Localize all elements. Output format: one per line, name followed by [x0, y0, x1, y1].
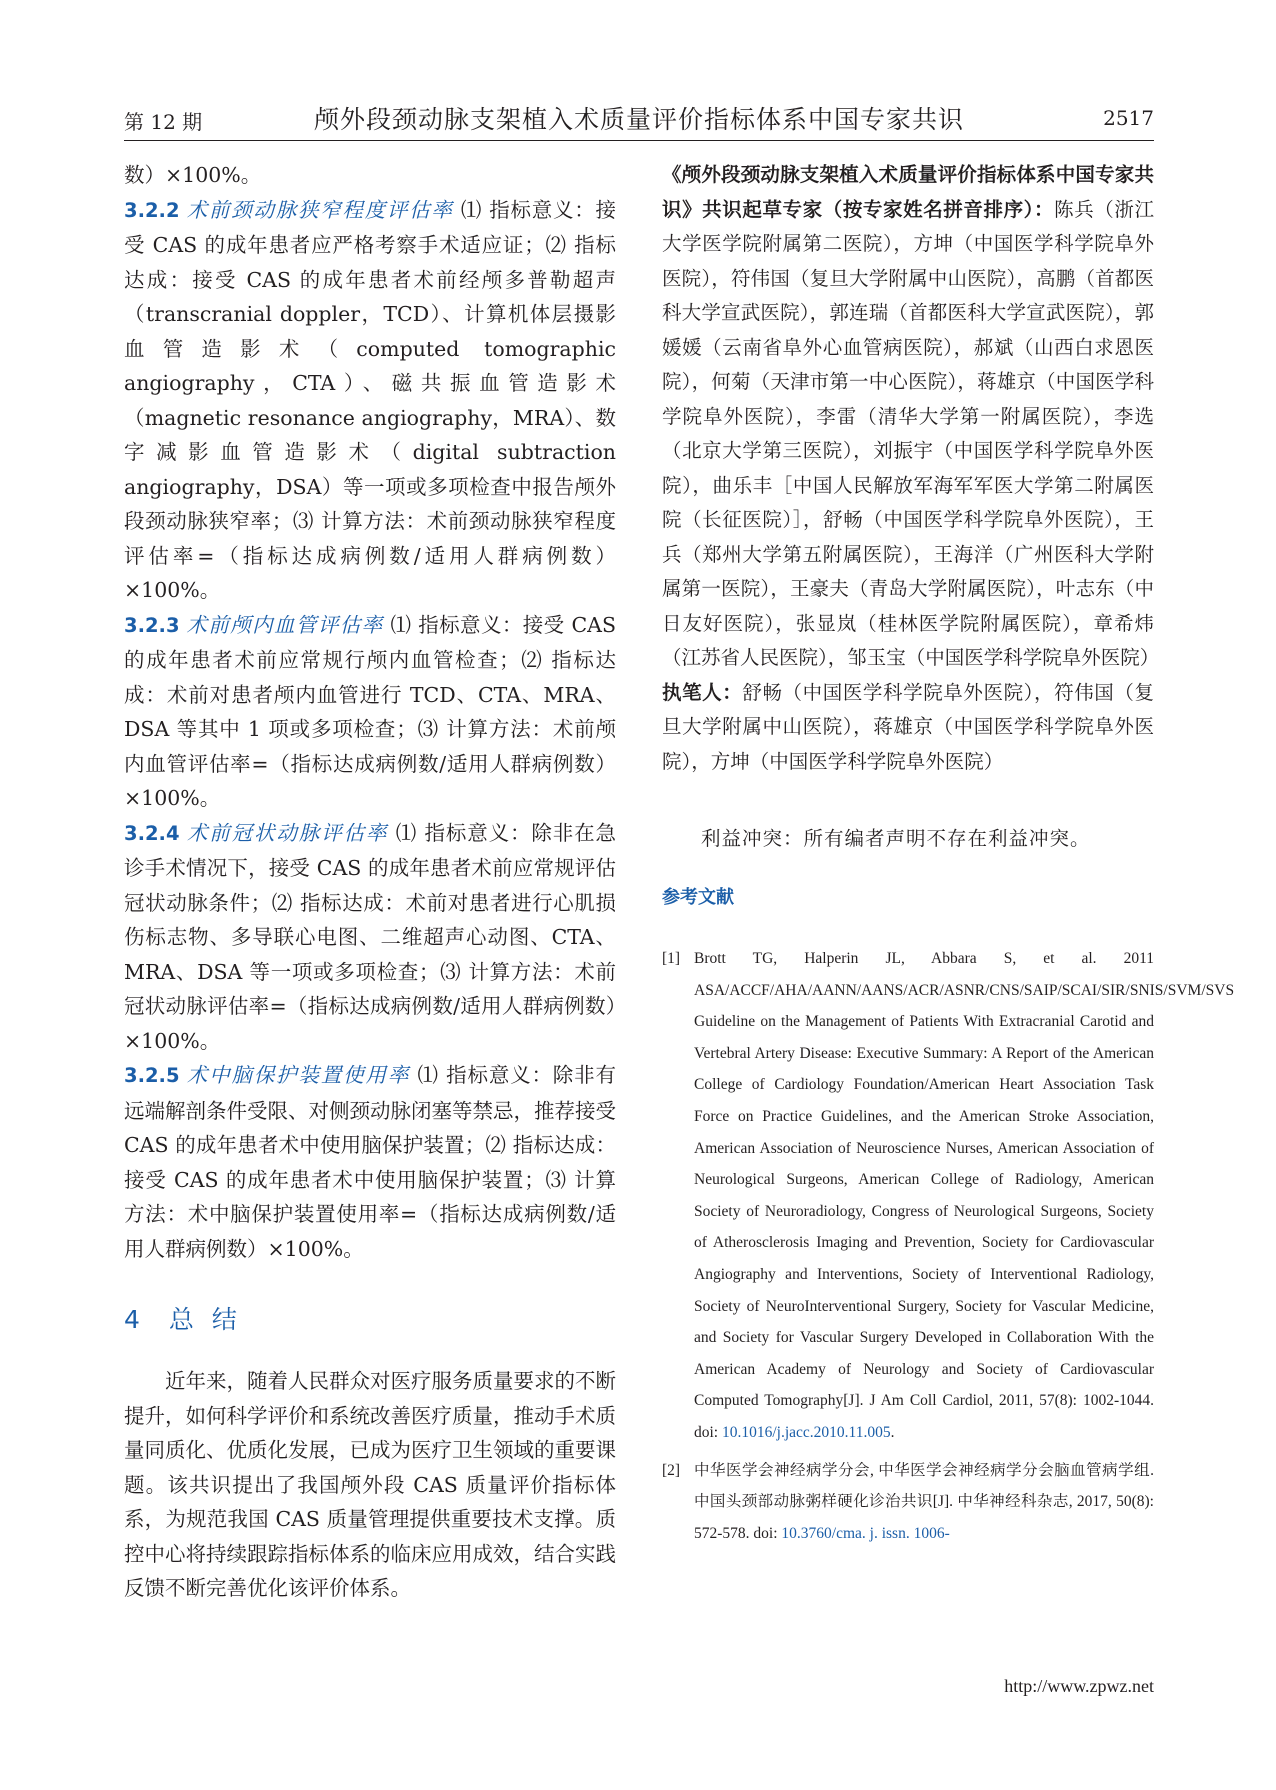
section-3-2-4	[124, 816, 616, 1059]
section-title: 术前冠状动脉评估率	[186, 820, 389, 845]
reference-text: 中华医学会神经病学分会, 中华医学会神经病学分会脑血管病学组. 中国头颈部动脉粥样硬化诊治共识[J]. 中华神经科杂志, 2017, 50(8): 572-578. doi:	[694, 1461, 1154, 1542]
experts-label: 《颅外段颈动脉支架植入术质量评价指标体系中国专家共识》共识起草专家（按专家姓名拼音排序）：	[662, 163, 1154, 221]
page-number: 2517	[1103, 106, 1154, 130]
conflict-of-interest: 利益冲突：所有编者声明不存在利益冲突。	[701, 827, 1091, 850]
section-number: 4	[124, 1305, 141, 1334]
section-text: ⑴ 指标意义：除非在急诊手术情况下，接受 CAS 的成年患者术前应常规评估冠状动脉条件；⑵ 指标达成：术前对患者进行心肌损伤标志物、多导联心电图、二维超声心动图、CTA、MRA、DSA 等一项或多项检查；⑶ 计算方法：术前冠状动脉评估率=（指标达成病例数/适用人群病例数）×100%。	[124, 820, 616, 1053]
reference-doi-link[interactable]: 10.3760/cma. j. issn. 1006-	[781, 1524, 950, 1542]
header-rule	[124, 140, 1154, 141]
section-number: 3.2.3	[124, 613, 180, 637]
reference-item	[662, 1455, 1154, 1550]
section-4-heading	[124, 1300, 616, 1336]
section-3-2-2	[124, 193, 616, 608]
reference-doi-link[interactable]: 10.1016/j.jacc.2010.11.005	[722, 1423, 891, 1441]
reference-number: [2]	[662, 1461, 681, 1479]
reference-text: Brott TG, Halperin JL, Abbara S, et al. 2011 ASA/ACCF/AHA/AANN/AANS/ACR/ASNR/CNS/SAIP/SCAI/SIR/SNIS/SVM/SVS Guideline on the Management of Patients With Extracranial Carotid and Vertebral Artery Disease: Executive Summary: A Report of the American College of Cardiology Foundation/American Heart Association Task Force on Practice Guidelines, and the American Stroke Association, American Association of Neuroscience Nurses, American Association of Neurological Surgeons, American College of Radiology, American Society of Neuroradiology, Congress of Neurological Surgeons, Society of Atherosclerosis Imaging and Prevention, Society for Cardiovascular Angiography and Interventions, Society of Interventional Radiology, Society of NeuroInterventional Surgery, Society for Vascular Medicine, and Society for Vascular Surgery Developed in Collaboration With the American Academy of Neurology and Society of Cardiovascular Computed Tomography[J]. J Am Coll Cardiol, 2011, 57(8): 1002-1044. doi:	[694, 950, 1235, 1441]
section-3-2-5	[124, 1058, 616, 1266]
references-heading: 参考文献	[662, 887, 734, 908]
section-text: ⑴ 指标意义：接受 CAS 的成年患者术前应常规行颅内血管检查；⑵ 指标达成：术前对患者颅内血管进行 TCD、CTA、MRA、DSA 等其中 1 项或多项检查；⑶ 计算方法：术前颅内血管评估率=（指标达成病例数/适用人群病例数）×100%。	[124, 612, 616, 810]
section-text: ⑴ 指标意义：除非有远端解剖条件受限、对侧颈动脉闭塞等禁忌，推荐接受 CAS 的成年患者术中使用脑保护装置；⑵ 指标达成：接受 CAS 的成年患者术中使用脑保护装置；⑶ 计算方法：术中脑保护装置使用率=（指标达成病例数/适用人群病例数）×100%。	[124, 1063, 616, 1261]
section-title: 术前颈动脉狭窄程度评估率	[186, 197, 454, 222]
footer-url[interactable]: http://www.zpwz.net	[1004, 1676, 1154, 1696]
section-number: 3.2.4	[124, 821, 180, 845]
writers-list: 舒畅（中国医学科学院阜外医院），符伟国（复旦大学附属中山医院），蒋雄京（中国医学科学院阜外医院），方坤（中国医学科学院阜外医院）	[662, 680, 1154, 773]
left-column	[124, 158, 616, 1606]
issue-number: 第 12 期	[124, 110, 203, 134]
section-title: 术中脑保护装置使用率	[186, 1063, 411, 1087]
reference-item	[662, 943, 1235, 1449]
section-title: 术前颅内血管评估率	[186, 612, 384, 637]
conclusion-paragraph: 近年来，随着人民群众对医疗服务质量要求的不断提升，如何科学评价和系统改善医疗质量，推动手术质量同质化、优质化发展，已成为医疗卫生领域的重要课题。该共识提出了我国颅外段 CAS 质量评价指标体系，为规范我国 CAS 质量管理提供重要技术支撑。质控中心将持续跟踪指标体系的临床应用成效，结合实践反馈不断完善优化该评价体系。	[124, 1369, 616, 1600]
section-title: 总结	[168, 1305, 255, 1334]
reference-number: [1]	[662, 950, 681, 967]
section-number: 3.2.2	[124, 198, 180, 222]
reference-tail: .	[890, 1423, 895, 1441]
section-text: ⑴ 指标意义：接受 CAS 的成年患者应严格考察手术适应证；⑵ 指标达成：接受 CAS 的成年患者术前经颅多普勒超声（transcranial doppler，TCD）、计算机体层摄影血管造影术（computed tomographic angiography，CTA）、磁共振血管造影术（magnetic resonance angiography，MRA）、数字减影血管造影术（digital subtraction angiography，DSA）等一项或多项检查中报告颅外段颈动脉狭窄率；⑶ 计算方法：术前颈动脉狭窄程度评估率=（指标达成病例数/适用人群病例数）×100%。	[124, 197, 616, 602]
continuation-line: 数）×100%。	[124, 163, 262, 187]
section-3-2-3	[124, 608, 616, 816]
running-header	[124, 96, 1154, 136]
writers-label: 执笔人：	[662, 680, 743, 704]
right-column	[662, 158, 1235, 1555]
experts-list: 陈兵（浙江大学医学院附属第二医院），方坤（中国医学科学院阜外医院），符伟国（复旦大学附属中山医院），高鹏（首都医科大学宣武医院），郭连瑞（首都医科大学宣武医院），郭媛媛（云南省阜外心血管病医院），郝斌（山西白求恩医院），何菊（天津市第一中心医院），蒋雄京（中国医学科学院阜外医院），李雷（清华大学第一附属医院），李选（北京大学第三医院），刘振宇（中国医学科学院阜外医院），曲乐丰［中国人民解放军海军军医大学第二附属医院（长征医院）］，舒畅（中国医学科学院阜外医院），王兵（郑州大学第五附属医院），王海洋（广州医科大学附属第一医院），王豪夫（青岛大学附属医院），叶志东（中日友好医院），张显岚（桂林医学院附属医院），章希炜（江苏省人民医院），邹玉宝（中国医学科学院阜外医院）	[662, 197, 1160, 669]
running-title: 颅外段颈动脉支架植入术质量评价指标体系中国专家共识	[313, 105, 964, 134]
drafting-experts	[662, 158, 1160, 676]
section-number: 3.2.5	[124, 1064, 180, 1087]
writers	[662, 676, 1154, 780]
